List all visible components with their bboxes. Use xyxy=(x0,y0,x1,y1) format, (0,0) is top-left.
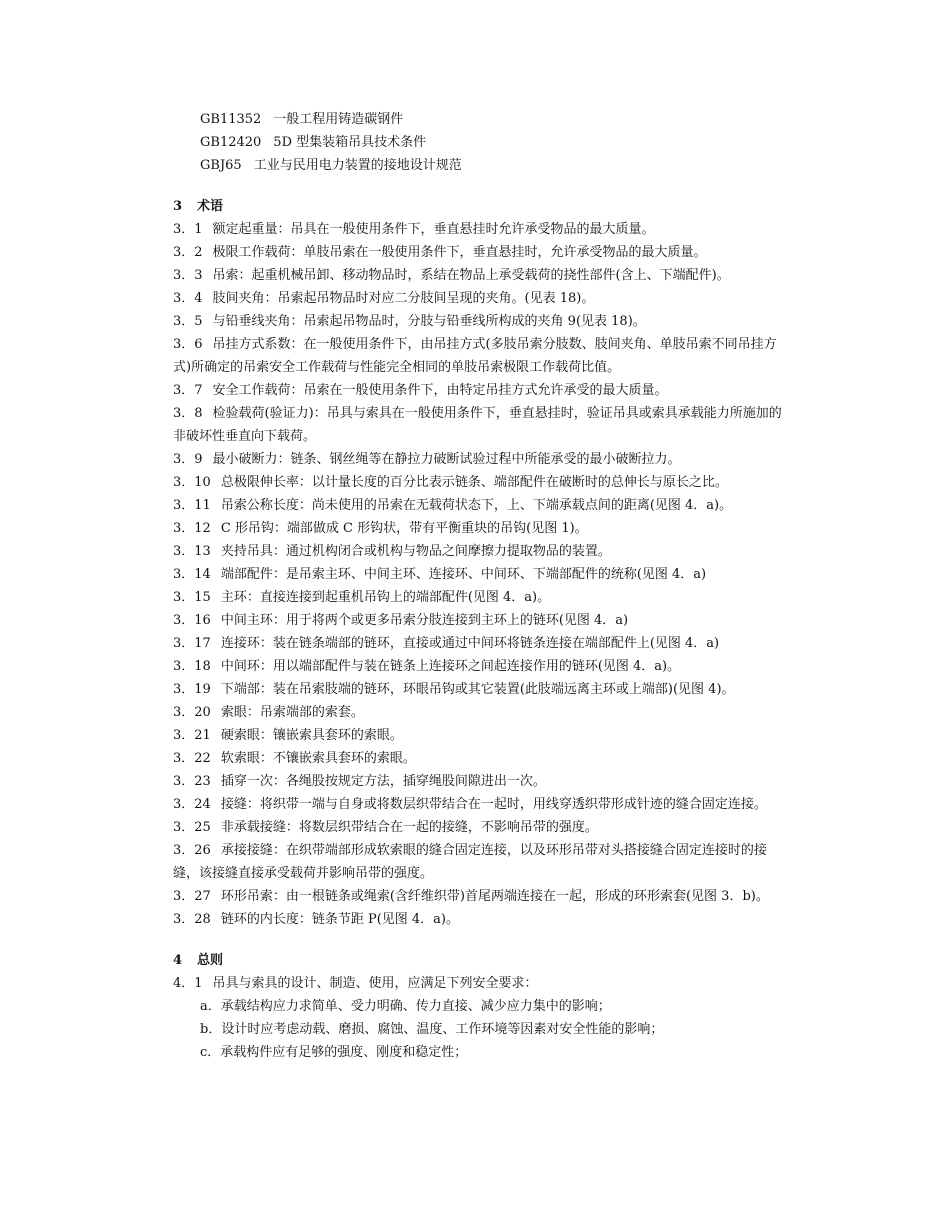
term-number: 3．21 xyxy=(173,728,211,743)
term-number: 3．8 xyxy=(173,406,203,421)
sub-item: c．承载构件应有足够的强度、刚度和稳定性； xyxy=(200,1045,468,1060)
reference-code: GB11352 xyxy=(200,112,262,127)
term-item xyxy=(173,655,785,678)
spacer xyxy=(173,931,785,949)
term-number: 3．5 xyxy=(173,314,203,329)
sub-item: b．设计时应考虑动载、磨损、腐蚀、温度、工作环境等因素对安全性能的影响； xyxy=(200,1022,664,1037)
term-item xyxy=(173,264,785,287)
term-item xyxy=(173,494,785,517)
clause-number: 4．1 xyxy=(173,976,203,991)
term-text: 安全工作载荷：吊索在一般使用条件下，由特定吊挂方式允许承受的最大质量。 xyxy=(212,383,668,398)
term-number: 3．13 xyxy=(173,544,211,559)
sub-item: a．承载结构应力求简单、受力明确、传力直接、减少应力集中的影响； xyxy=(200,999,611,1014)
term-text: 与铅垂线夹角：吊索起吊物品时，分肢与铅垂线所构成的夹角 9(见表 18)。 xyxy=(212,314,646,329)
term-text: 插穿一次：各绳股按规定方法，插穿绳股间隙进出一次。 xyxy=(220,774,546,789)
term-text: 最小破断力：链条、钢丝绳等在静拉力破断试验过程中所能承受的最小破断拉力。 xyxy=(212,452,681,467)
section-title: 术语 xyxy=(197,199,224,214)
term-number: 3．25 xyxy=(173,820,211,835)
term-number: 3．10 xyxy=(173,475,211,490)
term-number: 3．12 xyxy=(173,521,211,536)
document-page xyxy=(173,108,785,1064)
term-item xyxy=(173,402,785,448)
term-text: 软索眼：不镶嵌索具套环的索眼。 xyxy=(220,751,416,766)
term-number: 3．18 xyxy=(173,659,211,674)
term-number: 3．23 xyxy=(173,774,211,789)
term-number: 3．3 xyxy=(173,268,203,283)
term-text: 硬索眼：镶嵌索具套环的索眼。 xyxy=(220,728,403,743)
term-text: 检验载荷(验证力)：吊具与索具在一般使用条件下，垂直悬挂时，验证吊具或索具承载能力所施加的非破坏性垂直向下载荷。 xyxy=(173,406,782,444)
terms-list xyxy=(173,218,785,931)
term-text: 承接接缝：在织带端部形成软索眼的缝合固定连接，以及环形吊带对头搭接缝合固定连接时的接缝，该接缝直接承受载荷并影响吊带的强度。 xyxy=(173,843,767,881)
term-item xyxy=(173,885,785,908)
section-number: 3 xyxy=(173,199,183,214)
term-text: 额定起重量：吊具在一般使用条件下，垂直悬挂时允许承受物品的最大质量。 xyxy=(212,222,655,237)
term-text: 端部配件：是吊索主环、中间主环、连接环、中间环、下端部配件的统称(见图 4．a) xyxy=(220,567,707,582)
term-number: 3．6 xyxy=(173,337,203,352)
term-text: 肢间夹角：吊索起吊物品时对应二分肢间呈现的夹角。(见表 18)。 xyxy=(212,291,595,306)
term-number: 3．2 xyxy=(173,245,203,260)
term-text: 中间主环：用于将两个或更多吊索分肢连接到主环上的链环(见图 4．a) xyxy=(220,613,629,628)
term-item xyxy=(173,793,785,816)
term-item xyxy=(173,908,785,931)
term-number: 3．24 xyxy=(173,797,211,812)
term-item xyxy=(173,287,785,310)
section-heading xyxy=(173,195,785,218)
term-item xyxy=(173,586,785,609)
term-item xyxy=(173,379,785,402)
term-text: 主环：直接连接到起重机吊钩上的端部配件(见图 4．a)。 xyxy=(220,590,551,605)
term-text: 接缝：将织带一端与自身或将数层织带结合在一起时，用线穿透织带形成针迹的缝合固定连接。 xyxy=(220,797,767,812)
term-number: 3．14 xyxy=(173,567,211,582)
term-item xyxy=(173,333,785,379)
reference-title: 工业与民用电力装置的接地设计规范 xyxy=(253,158,462,173)
term-number: 3．9 xyxy=(173,452,203,467)
term-text: 下端部：装在吊索肢端的链环，环眼吊钩或其它装置(此肢端远离主环或上端部)(见图 4)。 xyxy=(220,682,735,697)
term-number: 3．15 xyxy=(173,590,211,605)
term-item xyxy=(173,724,785,747)
clause-text: 吊具与索具的设计、制造、使用，应满足下列安全要求： xyxy=(212,976,538,991)
term-number: 3．11 xyxy=(173,498,211,513)
term-text: 索眼：吊索端部的索套。 xyxy=(220,705,364,720)
reference-item xyxy=(173,108,785,131)
term-number: 3．7 xyxy=(173,383,203,398)
term-item xyxy=(173,471,785,494)
reference-title: 5D 型集装箱吊具技术条件 xyxy=(273,135,427,150)
term-item xyxy=(173,563,785,586)
term-number: 3．1 xyxy=(173,222,203,237)
term-text: C 形吊钩：端部做成 C 形钩状，带有平衡重块的吊钩(见图 1)。 xyxy=(220,521,588,536)
term-text: 吊索：起重机械吊卸、移动物品时，系结在物品上承受载荷的挠性部件(含上、下端配件)。 xyxy=(212,268,730,283)
term-text: 吊挂方式系数：在一般使用条件下，由吊挂方式(多肢吊索分肢数、肢间夹角、单肢吊索不同吊挂方式)所确定的吊索安全工作载荷与性能完全相同的单肢吊索极限工作载荷比值。 xyxy=(173,337,777,375)
term-number: 3．19 xyxy=(173,682,211,697)
term-item xyxy=(173,632,785,655)
spacer xyxy=(173,177,785,195)
term-item xyxy=(173,701,785,724)
term-item xyxy=(173,218,785,241)
reference-code: GB12420 xyxy=(200,135,262,150)
term-number: 3．4 xyxy=(173,291,203,306)
term-text: 吊索公称长度：尚未使用的吊索在无载荷状态下，上、下端承载点间的距离(见图 4．a)。 xyxy=(220,498,733,513)
term-number: 3．27 xyxy=(173,889,211,904)
term-text: 非承载接缝：将数层织带结合在一起的接缝，不影响吊带的强度。 xyxy=(220,820,598,835)
term-number: 3．17 xyxy=(173,636,211,651)
term-item xyxy=(173,816,785,839)
term-item xyxy=(173,310,785,333)
term-number: 3．26 xyxy=(173,843,211,858)
reference-title: 一般工程用铸造碳钢件 xyxy=(273,112,404,127)
section-number: 4 xyxy=(173,953,183,968)
term-text: 中间环：用以端部配件与装在链条上连接环之间起连接作用的链环(见图 4．a)。 xyxy=(220,659,681,674)
section-heading xyxy=(173,949,785,972)
section-title: 总则 xyxy=(197,953,224,968)
term-text: 总极限伸长率：以计量长度的百分比表示链条、端部配件在破断时的总伸长与原长之比。 xyxy=(220,475,728,490)
term-number: 3．22 xyxy=(173,751,211,766)
term-item xyxy=(173,770,785,793)
term-text: 连接环：装在链条端部的链环，直接或通过中间环将链条连接在端部配件上(见图 4．a) xyxy=(220,636,720,651)
term-item xyxy=(173,241,785,264)
term-item xyxy=(173,448,785,471)
term-text: 环形吊索：由一根链条或绳索(含纤维织带)首尾两端连接在一起，形成的环形索套(见图 3．b)。 xyxy=(220,889,769,904)
term-item xyxy=(173,540,785,563)
reference-item xyxy=(173,131,785,154)
term-number: 3．20 xyxy=(173,705,211,720)
term-number: 3．16 xyxy=(173,613,211,628)
reference-item xyxy=(173,154,785,177)
term-item xyxy=(173,517,785,540)
term-item xyxy=(173,747,785,770)
term-text: 夹持吊具：通过机构闭合或机构与物品之间摩擦力提取物品的装置。 xyxy=(220,544,611,559)
term-item xyxy=(173,839,785,885)
reference-code: GBJ65 xyxy=(200,158,242,173)
term-text: 链环的内长度：链条节距 P(见图 4．a)。 xyxy=(220,912,460,927)
term-text: 极限工作载荷：单肢吊索在一般使用条件下，垂直悬挂时，允许承受物品的最大质量。 xyxy=(212,245,707,260)
term-item xyxy=(173,609,785,632)
term-number: 3．28 xyxy=(173,912,211,927)
clause-item xyxy=(173,972,785,995)
term-item xyxy=(173,678,785,701)
